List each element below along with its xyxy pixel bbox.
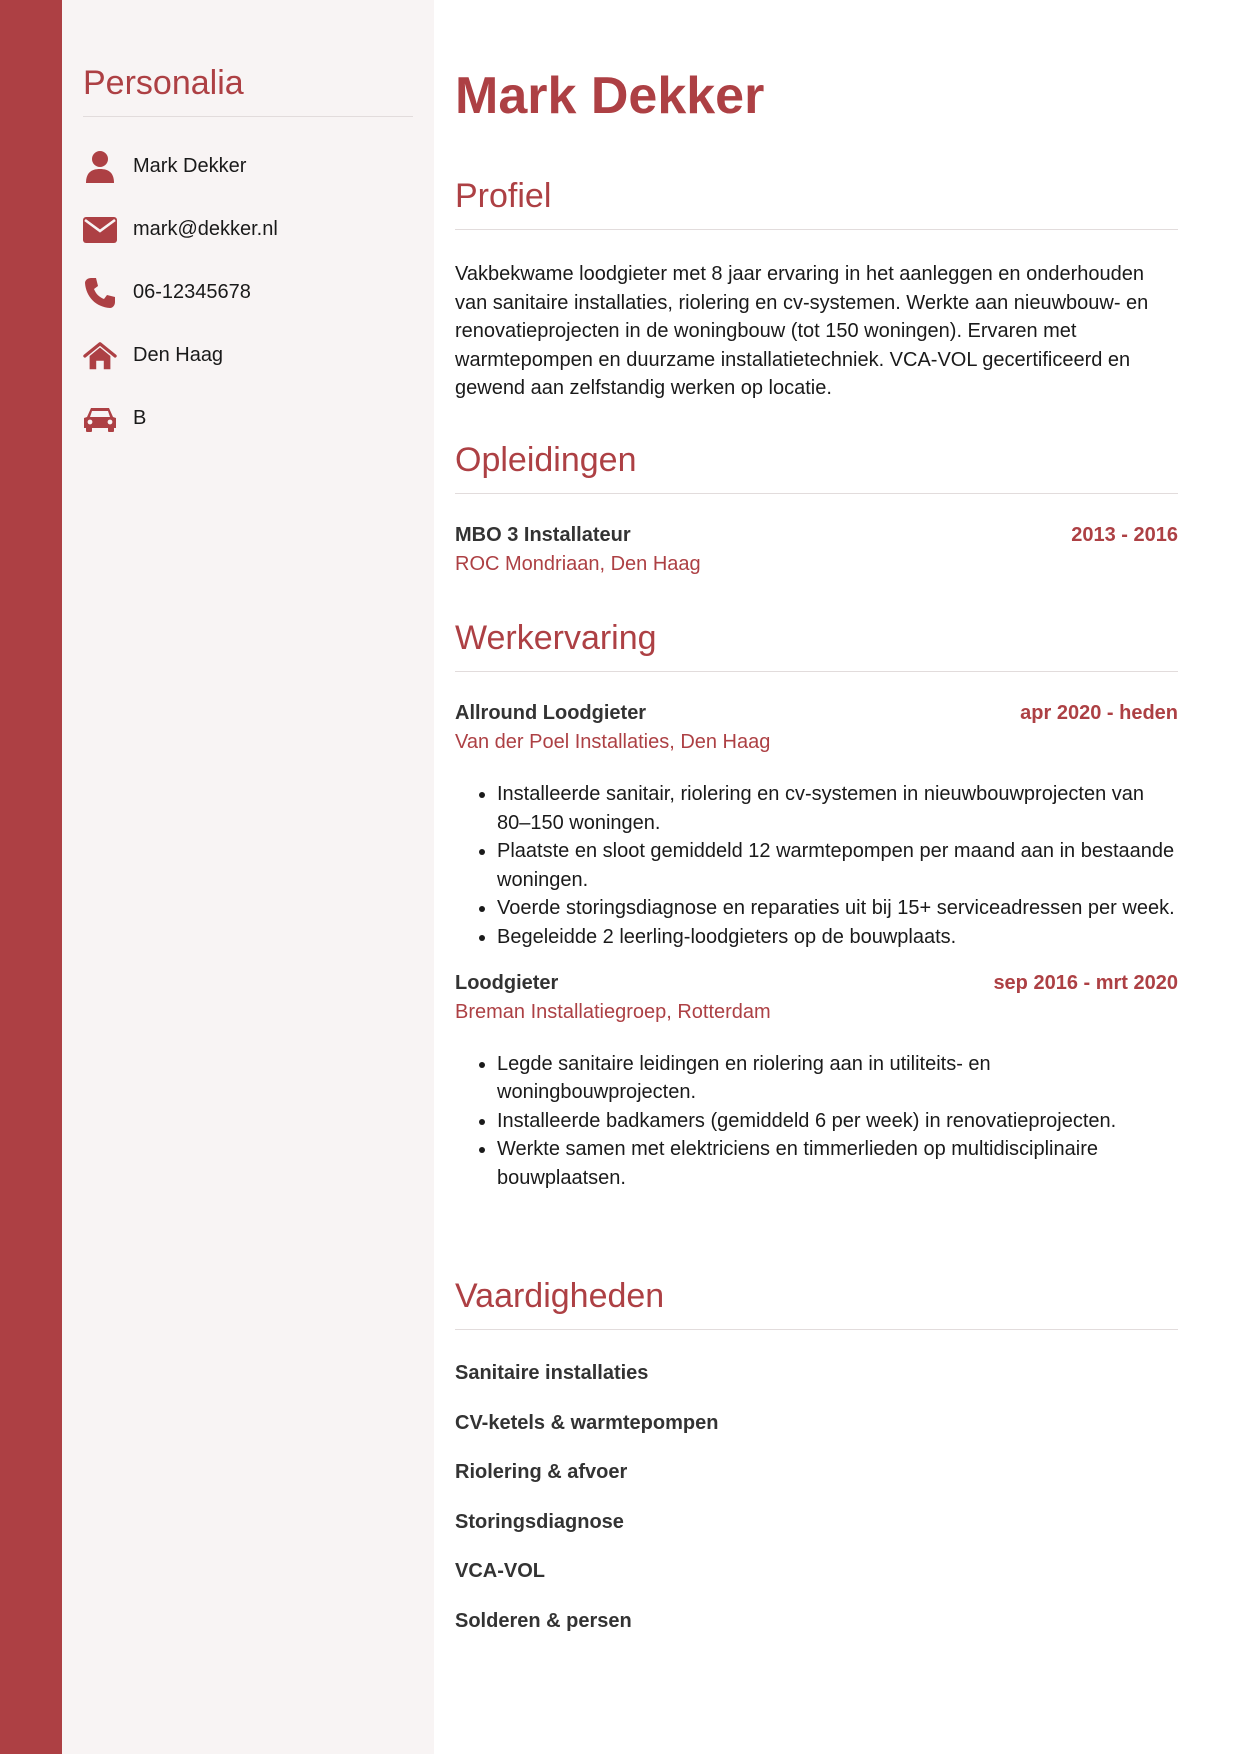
profile-text: Vakbekwame loodgieter met 8 jaar ervaring in het aanleggen en onderhouden van sanitaire installaties, riolering en cv-systemen. Werkte aan nieuwbouw- en renovatieprojecten in de woningbouw (tot 150 woningen). Ervaren met warmtepompen en duurzame installatietechniek. VCA-VOL gecertificeerd en gewend aan zelfstandig werken op locatie. (455, 263, 1149, 400)
skill-item: CV-ketels & warmtepompen (455, 1411, 719, 1434)
job-bullets (455, 780, 1178, 952)
contact-name-text: Mark Dekker (133, 155, 247, 177)
job-employer: Van der Poel Installaties, Den Haag (455, 731, 771, 753)
contact-phone-text: 06-12345678 (133, 281, 251, 303)
contact-license (83, 387, 413, 450)
experience-section (455, 618, 1178, 1193)
education-title: MBO 3 Installateur (455, 524, 631, 546)
skill-item: Sanitaire installaties (455, 1362, 649, 1384)
skill-item: Solderen & persen (455, 1609, 632, 1632)
job-bullet: • Werkte samen met elektriciens en timmerlieden op multidisciplinaire bouwplaatsen. (497, 1135, 1178, 1192)
job-bullets (455, 1050, 1178, 1193)
education-entry-header (455, 524, 1178, 547)
education-heading: Opleidingen (455, 440, 1178, 494)
job-employer: Breman Installatiegroep, Rotterdam (455, 1000, 771, 1023)
accent-stripe (0, 0, 62, 1754)
job-entry (455, 972, 1178, 1193)
contact-phone (83, 261, 413, 324)
profile-section (455, 176, 1178, 403)
contact-email (83, 198, 413, 261)
job-bullet: • Installeerde sanitair, riolering en cv-systemen in nieuwbouwprojecten van 80–150 woningen. (497, 780, 1178, 837)
skill-item: Riolering & afvoer (455, 1461, 628, 1484)
experience-heading: Werkervaring (455, 618, 1178, 672)
skills-list (455, 1360, 1178, 1658)
job-bullet: • Installeerde badkamers (gemiddeld 6 per week) in renovatieprojecten. (497, 1107, 1178, 1136)
envelope-icon (83, 213, 117, 247)
contact-name (83, 135, 413, 198)
profile-heading: Profiel (455, 176, 1178, 230)
education-school: ROC Mondriaan, Den Haag (455, 553, 701, 575)
job-title: Loodgieter (455, 971, 559, 994)
car-icon (83, 402, 117, 436)
skills-section (455, 1276, 1178, 1658)
skill-item: VCA-VOL (455, 1560, 545, 1583)
job-bullet: • Plaatste en sloot gemiddeld 12 warmtepompen per maand aan in bestaande woningen. (497, 837, 1178, 894)
phone-icon (83, 276, 117, 310)
education-section (455, 440, 1178, 576)
job-entry-header (455, 972, 1178, 995)
personalia-panel (83, 64, 413, 450)
job-bullet: • Begeleidde 2 leerling-loodgieters op de bouwplaats. (497, 923, 1178, 952)
sidebar-title: Personalia (83, 64, 413, 117)
education-date: 2013 - 2016 (1071, 524, 1178, 546)
page-title: Mark Dekker (455, 67, 765, 125)
contact-city (83, 324, 413, 387)
job-entry-header (455, 702, 1178, 725)
contact-city-text: Den Haag (133, 344, 224, 366)
job-bullet: • Voerde storingsdiagnose en reparaties uit bij 15+ serviceadressen per week. (497, 894, 1178, 923)
job-entry (455, 702, 1178, 952)
contact-list (83, 135, 413, 450)
contact-license-text: B (133, 407, 147, 429)
education-entry (455, 524, 1178, 576)
job-bullet: • Legde sanitaire leidingen en riolering aan in utiliteits- en woningbouwprojecten. (497, 1050, 1178, 1107)
job-date: sep 2016 - mrt 2020 (993, 971, 1178, 994)
home-icon (83, 339, 117, 373)
user-icon (83, 150, 117, 184)
sidebar (62, 0, 434, 1754)
job-title: Allround Loodgieter (455, 702, 647, 724)
skill-item: Storingsdiagnose (455, 1510, 624, 1533)
job-date: apr 2020 - heden (1020, 702, 1178, 724)
skills-heading: Vaardigheden (455, 1276, 1178, 1330)
contact-email-text: mark@dekker.nl (133, 218, 278, 240)
